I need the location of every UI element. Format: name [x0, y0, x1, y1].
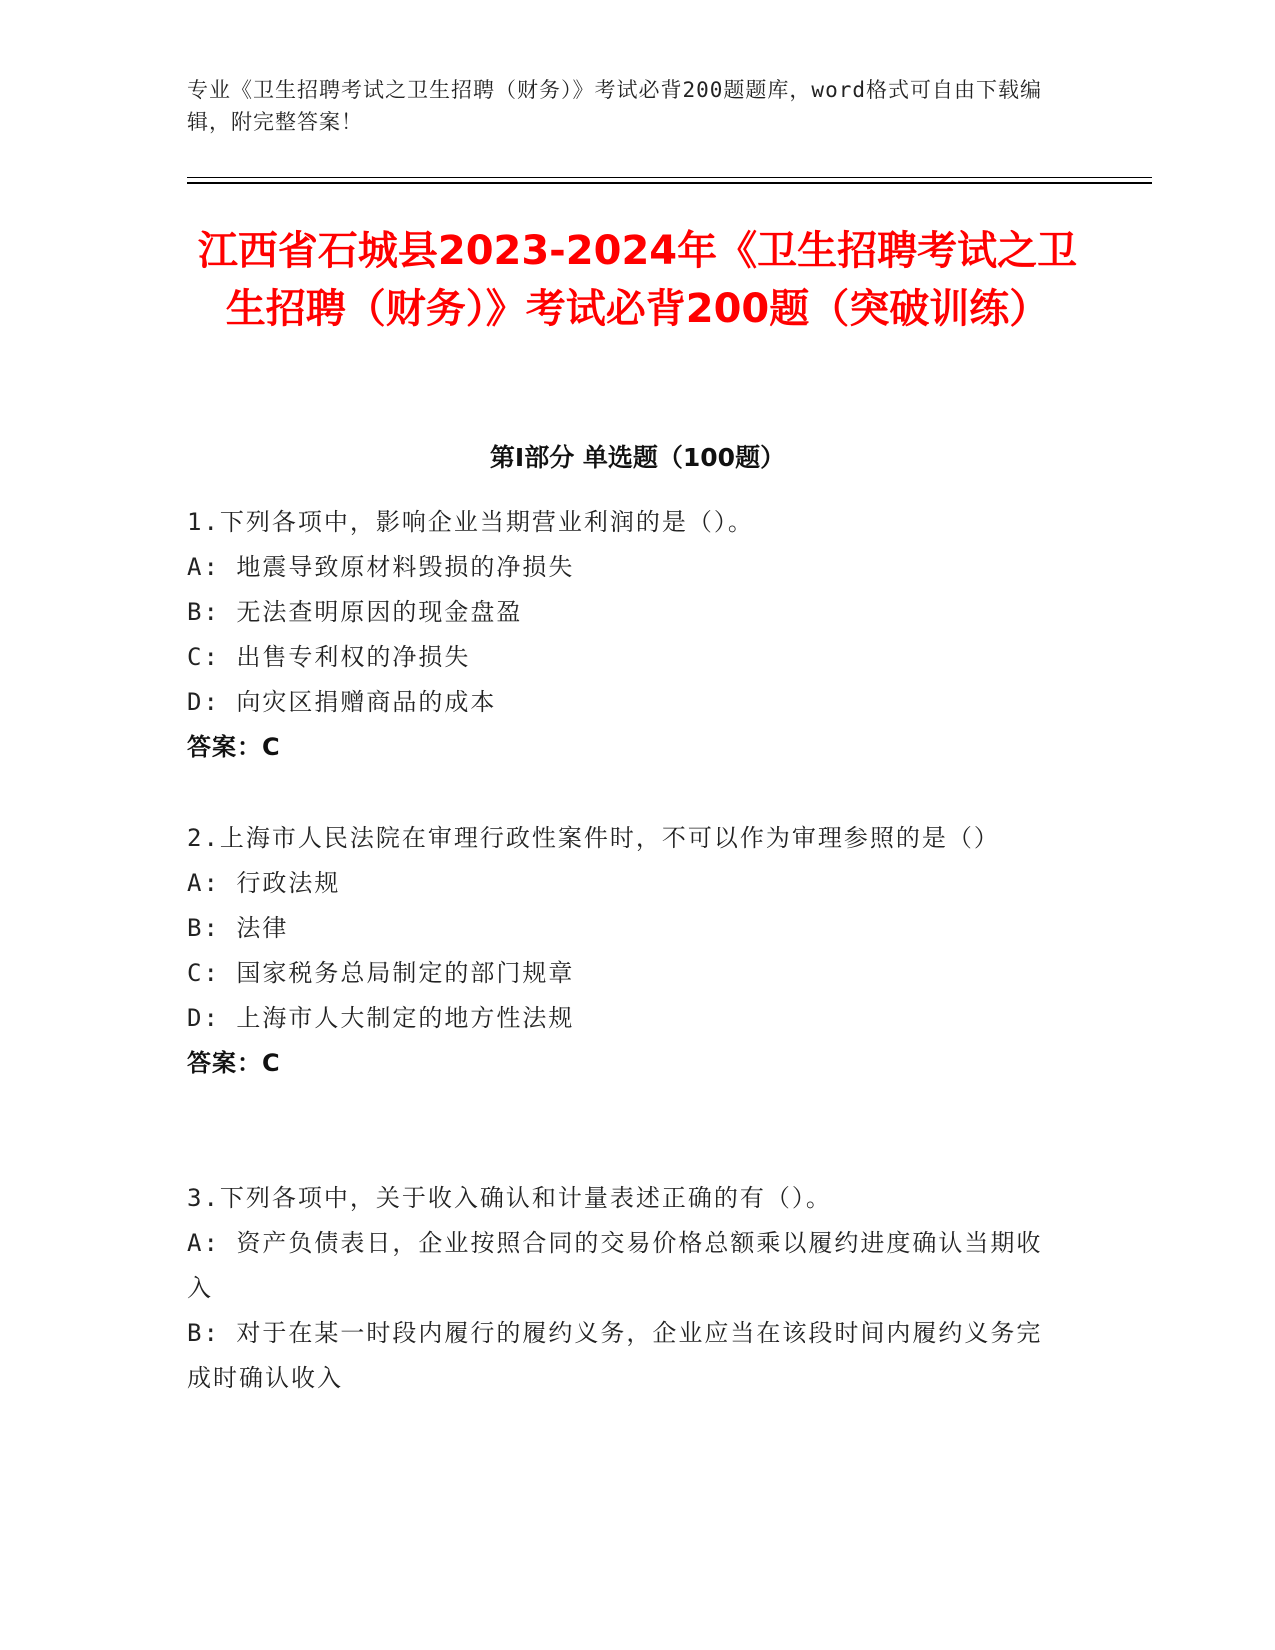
option-c: C: 出售专利权的净损失 [187, 643, 471, 671]
option-b: B: 法律 [187, 914, 289, 942]
question-block-2 [187, 816, 1067, 1086]
header-note: 专业《卫生招聘考试之卫生招聘（财务）》考试必背200题题库，word格式可自由下载编辑，附完整答案！ [187, 78, 1042, 134]
question-stem: 1.下列各项中，影响企业当期营业利润的是（）。 [187, 508, 754, 536]
option-a: A: 地震导致原材料毁损的净损失 [187, 553, 575, 581]
question-stem: 2.上海市人民法院在审理行政性案件时，不可以作为审理参照的是（） [187, 824, 1000, 852]
answer-label: 答案：C [187, 1049, 281, 1077]
option-b: B: 对于在某一时段内履行的履约义务，企业应当在该段时间内履约义务完成时确认收入 [187, 1319, 1043, 1392]
header-divider-thin [187, 177, 1152, 178]
option-c: C: 国家税务总局制定的部门规章 [187, 959, 575, 987]
question-block-1 [187, 500, 1067, 770]
question-stem: 3.下列各项中，关于收入确认和计量表述正确的有（）。 [187, 1184, 832, 1212]
header-divider-thick [187, 182, 1152, 184]
question-block-3 [187, 1176, 1067, 1401]
section-heading: 第Ⅰ部分 单选题（100题） [489, 443, 786, 472]
answer-label: 答案：C [187, 733, 281, 761]
option-d: D: 上海市人大制定的地方性法规 [187, 1004, 575, 1032]
option-b: B: 无法查明原因的现金盘盈 [187, 598, 523, 626]
option-a: A: 行政法规 [187, 869, 341, 897]
document-title: 江西省石城县2023-2024年《卫生招聘考试之卫生招聘（财务）》考试必背200题（突破训练） [197, 228, 1078, 332]
option-d: D: 向灾区捐赠商品的成本 [187, 688, 497, 716]
option-a: A: 资产负债表日，企业按照合同的交易价格总额乘以履约进度确认当期收入 [187, 1229, 1043, 1302]
